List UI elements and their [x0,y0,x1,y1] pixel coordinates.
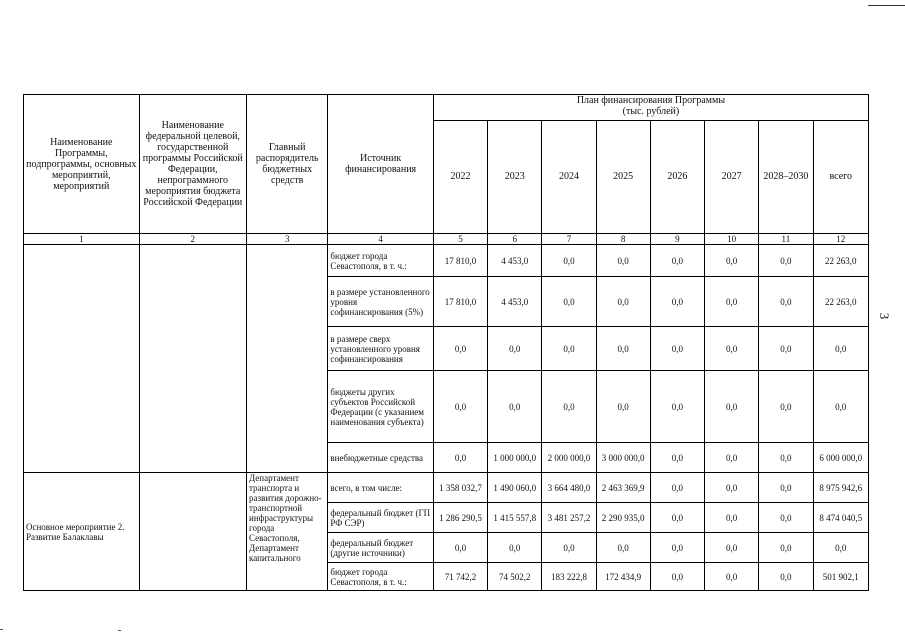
value-cell: 4 453,0 [488,277,542,327]
value-cell: 0,0 [650,473,704,503]
year-header: 2025 [596,121,650,234]
measure-name-cell: Основное мероприятие 2. Развитие Балаклавы [24,473,140,591]
value-cell: 0,0 [705,533,759,563]
scan-mark [118,630,121,631]
value-cell: 17 810,0 [433,245,487,277]
header-col4: Источник финансирования [328,95,433,234]
column-index: 8 [596,234,650,245]
header-col1: Наименование Программы, подпрограммы, основных мероприятий, мероприятий [24,95,140,234]
column-index: 5 [433,234,487,245]
value-cell: 1 358 032,7 [433,473,487,503]
column-index: 9 [650,234,704,245]
year-header: 2027 [705,121,759,234]
value-cell: 0,0 [650,277,704,327]
distributor-cell [247,245,328,473]
total-cell: 22 263,0 [813,245,869,277]
source-cell: в размере сверх установленного уровня софинансирования [328,327,433,371]
year-header: 2028–2030 [759,121,813,234]
column-index: 6 [488,234,542,245]
value-cell: 1 415 557,8 [488,503,542,533]
scan-mark [0,629,3,630]
value-cell: 0,0 [596,327,650,371]
plan-unit: (тыс. рублей) [622,106,680,117]
total-cell: 6 000 000,0 [813,443,869,473]
value-cell: 0,0 [596,533,650,563]
program-cell [139,245,246,473]
value-cell: 0,0 [433,533,487,563]
source-cell: федеральный бюджет (ГП РФ СЭР) [328,503,433,533]
value-cell: 0,0 [759,563,813,591]
value-cell: 0,0 [759,503,813,533]
value-cell: 71 742,2 [433,563,487,591]
value-cell: 0,0 [705,473,759,503]
table-row [24,473,869,503]
source-cell: бюджеты других субъектов Российской Федерации (с указанием наименования субъекта) [328,371,433,443]
value-cell: 0,0 [433,443,487,473]
year-header: 2023 [488,121,542,234]
year-header: 2022 [433,121,487,234]
value-cell: 0,0 [759,473,813,503]
source-cell: бюджет города Севастополя, в т. ч.: [328,245,433,277]
source-cell: в размере установленного уровня софинансирования (5%) [328,277,433,327]
value-cell: 2 290 935,0 [596,503,650,533]
value-cell: 0,0 [705,371,759,443]
value-cell: 0,0 [542,327,596,371]
value-cell: 2 000 000,0 [542,443,596,473]
value-cell: 0,0 [542,277,596,327]
top-rule [868,5,905,6]
total-cell: 0,0 [813,327,869,371]
value-cell: 0,0 [650,371,704,443]
column-index: 10 [705,234,759,245]
value-cell: 0,0 [759,277,813,327]
index-row [24,234,869,245]
program-cell [139,473,246,591]
value-cell: 0,0 [488,327,542,371]
value-cell: 0,0 [542,245,596,277]
value-cell: 0,0 [596,371,650,443]
value-cell: 3 481 257,2 [542,503,596,533]
column-index: 3 [247,234,328,245]
page-number: 3 [877,312,892,320]
value-cell: 0,0 [705,327,759,371]
value-cell: 0,0 [759,371,813,443]
column-index: 7 [542,234,596,245]
value-cell: 1 286 290,5 [433,503,487,533]
financing-table [23,94,869,591]
value-cell: 0,0 [433,371,487,443]
value-cell: 0,0 [650,443,704,473]
source-cell: бюджет города Севастополя, в т. ч.: [328,563,433,591]
value-cell: 0,0 [759,245,813,277]
column-index: 12 [813,234,869,245]
total-cell: 8 474 040,5 [813,503,869,533]
value-cell: 3 664 480,0 [542,473,596,503]
value-cell: 4 453,0 [488,245,542,277]
source-cell: федеральный бюджет (другие источники) [328,533,433,563]
value-cell: 2 463 369,9 [596,473,650,503]
value-cell: 183 222,8 [542,563,596,591]
value-cell: 0,0 [705,245,759,277]
value-cell: 74 502,2 [488,563,542,591]
table-row [24,245,869,277]
value-cell: 1 000 000,0 [488,443,542,473]
value-cell: 17 810,0 [433,277,487,327]
total-cell: 501 902,1 [813,563,869,591]
total-cell: 22 263,0 [813,277,869,327]
value-cell: 0,0 [759,533,813,563]
value-cell: 0,0 [488,533,542,563]
value-cell: 0,0 [596,245,650,277]
column-index: 2 [139,234,246,245]
value-cell: 0,0 [650,533,704,563]
total-cell: 8 975 942,6 [813,473,869,503]
value-cell: 0,0 [759,443,813,473]
value-cell: 0,0 [433,327,487,371]
total-header: всего [813,121,869,234]
value-cell: 0,0 [650,563,704,591]
value-cell: 0,0 [705,563,759,591]
measure-name-cell [24,245,140,473]
value-cell: 0,0 [542,371,596,443]
header-col3: Главный распорядитель бюджетных средств [247,95,328,234]
value-cell: 0,0 [596,277,650,327]
value-cell: 1 490 060,0 [488,473,542,503]
total-cell: 0,0 [813,371,869,443]
column-index: 4 [328,234,433,245]
value-cell: 3 000 000,0 [596,443,650,473]
value-cell: 0,0 [650,327,704,371]
value-cell: 0,0 [759,327,813,371]
year-header: 2024 [542,121,596,234]
year-header: 2026 [650,121,704,234]
column-index: 1 [24,234,140,245]
value-cell: 0,0 [705,503,759,533]
distributor-cell: Департамент транспорта и развития дорожно-транспортной инфраструктуры города Севастополя, Департамент капитального [247,473,328,591]
total-cell: 0,0 [813,533,869,563]
value-cell: 0,0 [650,245,704,277]
value-cell: 0,0 [705,443,759,473]
header-col2: Наименование федеральной целевой, государственной программы Российской Федерации, непрограммного мероприятия бюджета Российской Федерации [139,95,246,234]
value-cell: 0,0 [650,503,704,533]
plan-header [433,95,868,121]
source-cell: внебюджетные средства [328,443,433,473]
column-index: 11 [759,234,813,245]
plan-title: План финансирования Программы [576,95,726,106]
value-cell: 0,0 [488,371,542,443]
value-cell: 0,0 [705,277,759,327]
value-cell: 172 434,9 [596,563,650,591]
source-cell: всего, в том числе: [328,473,433,503]
value-cell: 0,0 [542,533,596,563]
